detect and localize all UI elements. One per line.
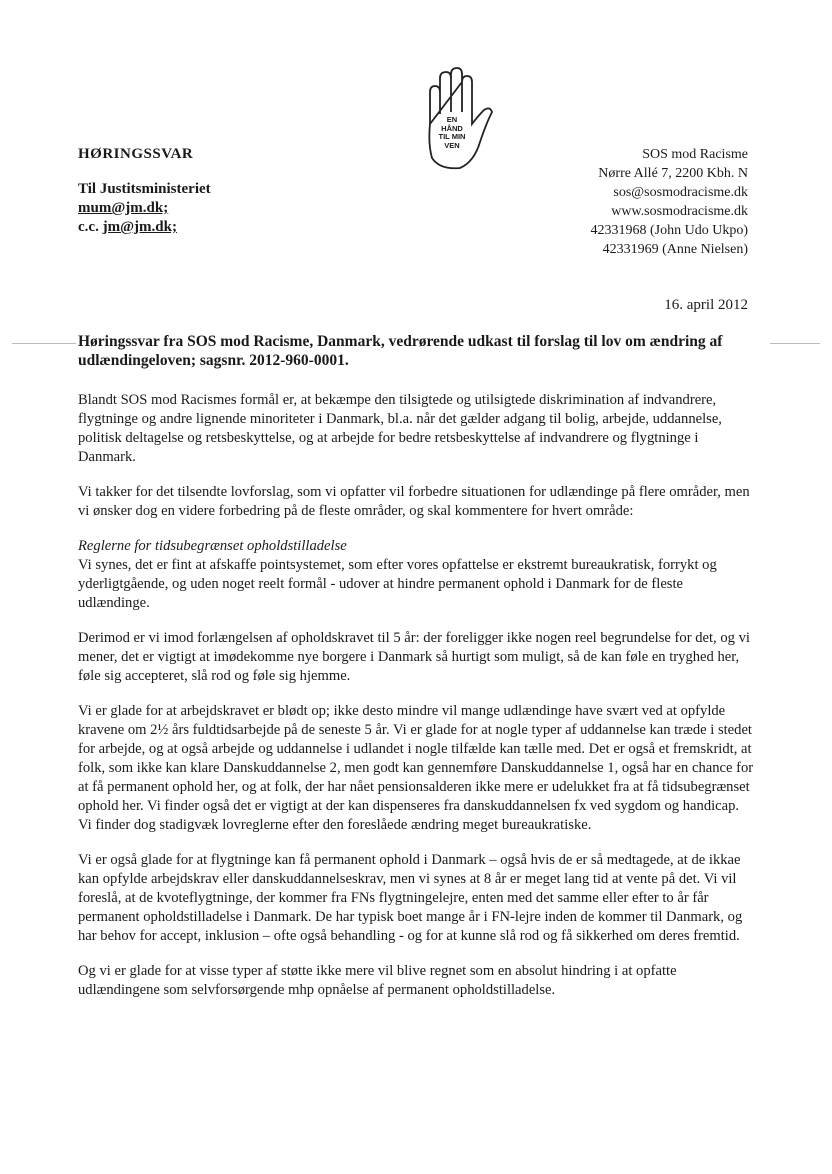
recipient-email-link[interactable]: mum@jm.dk; bbox=[78, 200, 169, 216]
cc-label: c.c. bbox=[78, 219, 99, 235]
hand-logo bbox=[420, 64, 500, 174]
sender-org: SOS mod Racisme bbox=[642, 147, 748, 162]
logo-text-line: EN bbox=[446, 115, 458, 124]
recipient-name: Til Justitsministeriet bbox=[78, 181, 211, 197]
sender-web: www.sosmodracisme.dk bbox=[611, 204, 748, 219]
cc-email-link[interactable]: jm@jm.dk; bbox=[102, 219, 177, 235]
sender-address: Nørre Allé 7, 2200 Kbh. N bbox=[598, 166, 748, 181]
subject-heading: Høringssvar fra SOS mod Racisme, Danmark, vedrørende udkast til forslag til lov om ændring af udlændingeloven; sagsnr. 2012-960-0001. bbox=[78, 333, 723, 369]
sender-phone: 42331968 (John Udo Ukpo) bbox=[590, 223, 748, 238]
body-paragraph: Vi synes, det er fint at afskaffe pointsystemet, som efter vores opfattelse er ekstremt bureaukratisk, forrykt og yderligtgående, og uden noget reelt formål - udover at hindre permanent ophold i Danmark for de fleste udlændinge. bbox=[78, 557, 717, 611]
logo-text-line: HÅND bbox=[441, 123, 463, 133]
body-paragraph: Vi er glade for at arbejdskravet er blødt op; ikke desto mindre vil mange udlændinge have svært ved at opfylde kravene om 2½ års fuldtidsarbejde på de seneste 5 år. Vi er glade for at nogle typer af uddannelse kan træde i stedet for arbejde, og at også arbejde og uddannelse i udlandet i nogle tilfælde kan tælle med. Det er også et fremskridt, at folk, som ikke kan klare Danskuddannelse 2, men godt kan gennemføre Danskuddannelse 1, også har en chance for at få permanent ophold her, og at folk, der har nået pensionsalderen ikke mere er udelukket fra at få tidsubegrænset ophold her. Vi finder også det er vigtigt at der kan dispenseres fra danskuddannelsen fx ved sygdom og handicap. bbox=[78, 703, 754, 814]
logo-text-line: VEN bbox=[444, 140, 460, 150]
body-paragraph: Og vi er glade for at visse typer af støtte ikke mere vil blive regnet som en absolut hindring i at opfatte udlændingene som selvforsørgende mhp opnåelse af permanent opholdstilladelse. bbox=[78, 963, 677, 998]
body-paragraph: Blandt SOS mod Racismes formål er, at bekæmpe den tilsigtede og utilsigtede diskrimination af indvandrere, flygtninge og andre lignende minoriteter i Danmark, bl.a. når det gælder adgang til bolig, arbejde, uddannelse, politisk deltagelse og retsbeskyttelse, og at arbejde for bedre retsbeskyttelse af indvandrere og flygtninge i Danmark. bbox=[78, 392, 722, 465]
sender-block bbox=[591, 145, 749, 259]
recipient-block bbox=[78, 180, 211, 237]
sender-email: sos@sosmodracisme.dk bbox=[613, 185, 748, 200]
document-title: HØRINGSSVAR bbox=[78, 146, 194, 162]
scan-artifact bbox=[770, 343, 820, 344]
body-paragraph: Derimod er vi imod forlængelsen af opholdskravet til 5 år: der foreligger ikke nogen reel begrundelse for det, og vi mener, det er vigtigt at imødekomme nye borgere i Danmark så hurtigt som muligt, så de kan føle en tryghed her, føle sig accepteret, slå rod og føle sig hjemme. bbox=[78, 630, 750, 684]
body-paragraph: Vi er også glade for at flygtninge kan få permanent ophold i Danmark – også hvis de er så medtagede, at de ikkae kan opfylde arbejdskrav eller danskuddannelseskrav, men vi synes at 8 år er meget lang tid at vente på det. Vi vil foreslå, at de kvoteflygtninge, der kommer fra FNs flygtningelejre, enten med det samme eller efter to år får permanent opholdstilladelse i Danmark. De har typisk boet mange år i FN-lejre inden de kommer til Danmark, og har behov for accept, inklusion – ofte også behandling - og for at kunne slå rod og få sikkerhed om deres fremtid. bbox=[78, 852, 743, 944]
logo-text-line: TIL MIN bbox=[438, 132, 466, 141]
letter-date: 16. april 2012 bbox=[664, 297, 748, 313]
letter-body bbox=[78, 391, 758, 1016]
body-paragraph: Vi takker for det tilsendte lovforslag, som vi opfatter vil forbedre situationen for udlændinge på flere områder, men vi ønsker dog en videre forbedring på de fleste områder, og skal kommentere for hvert område: bbox=[78, 484, 750, 519]
sender-phone: 42331969 (Anne Nielsen) bbox=[602, 242, 748, 257]
scan-artifact bbox=[12, 343, 76, 344]
body-paragraph: Vi finder dog stadigvæk lovreglerne efter den foreslåede ændring meget bureaukratiske. bbox=[78, 817, 592, 833]
section-heading: Reglerne for tidsubegrænset opholdstilladelse bbox=[78, 538, 347, 554]
